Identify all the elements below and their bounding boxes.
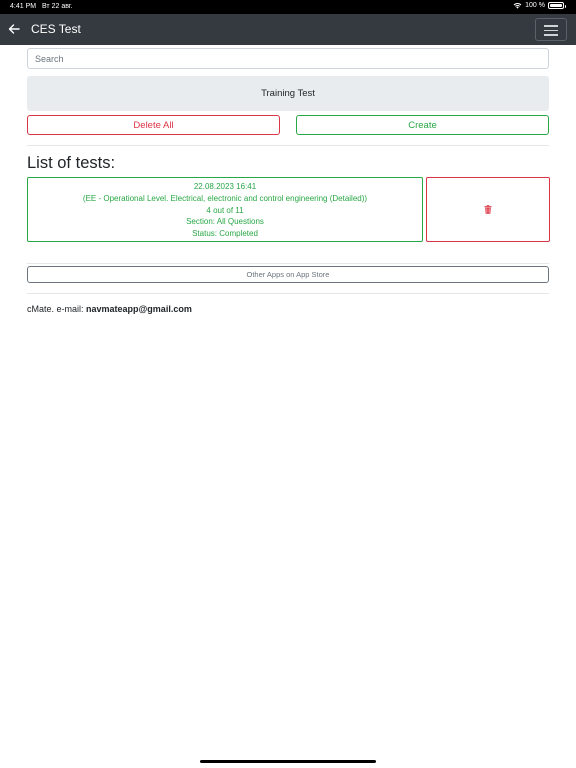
divider [27,145,549,146]
test-name: (EE - Operational Level. Electrical, electronic and control engineering (Detailed)) [82,193,368,203]
divider [27,263,549,264]
delete-all-button[interactable]: Delete All [27,115,280,135]
other-apps-button[interactable]: Other Apps on App Store [27,266,549,283]
trash-icon [484,205,492,214]
test-section: Section: All Questions [186,217,264,227]
home-indicator[interactable] [200,760,376,763]
search-input[interactable] [27,48,549,69]
wifi-icon [513,2,522,9]
status-bar [0,0,576,14]
contact-label: cMate. e-mail: [27,304,87,314]
menu-toggle-button[interactable] [535,18,567,41]
training-test-button[interactable]: Training Test [27,76,549,111]
battery-icon [548,2,564,9]
navbar [0,14,576,45]
test-item-card[interactable] [27,177,423,242]
contact-line [27,304,192,314]
back-arrow-icon[interactable] [7,22,21,36]
test-date: 22.08.2023 16:41 [193,182,257,191]
create-button[interactable]: Create [296,115,549,135]
status-time: 4:41 PM [10,3,37,10]
status-date: Вт 22 авг. [42,3,73,10]
hamburger-icon-bar [544,30,558,32]
test-score: 4 out of 11 [206,205,244,215]
page-title: CES Test [31,22,81,36]
delete-test-button[interactable] [426,177,550,242]
main-content [27,48,549,314]
hamburger-icon [544,25,558,27]
contact-email[interactable]: navmateapp@gmail.com [86,304,192,314]
divider [27,293,549,294]
test-status: Status: Completed [192,229,258,239]
hamburger-icon-bar [544,34,558,36]
list-title: List of tests: [27,154,116,172]
status-indicators [513,2,564,9]
battery-percent: 100 % [525,2,545,9]
